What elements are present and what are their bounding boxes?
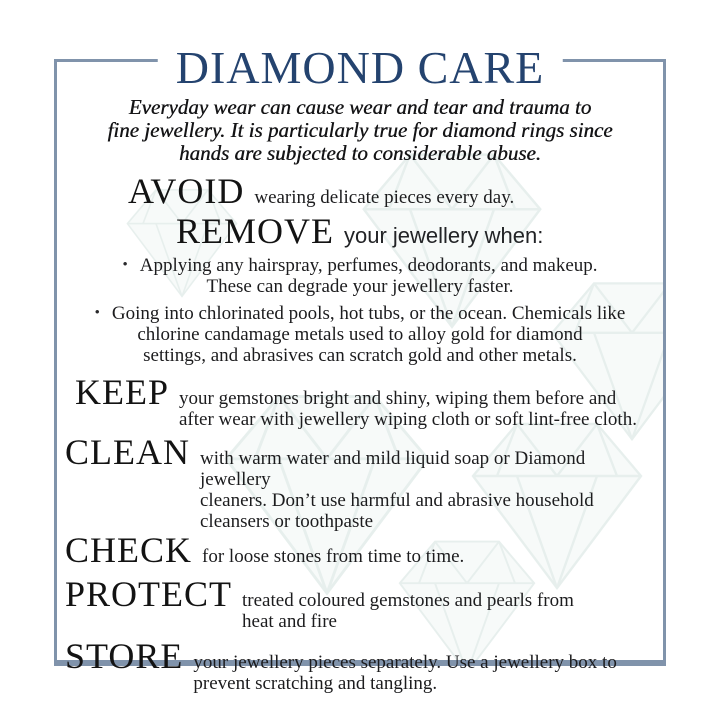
bullet-line: chlorine candamage metals used to alloy gold for diamond (137, 324, 583, 345)
list-item (65, 255, 655, 297)
section-keep (75, 374, 655, 430)
section-avoid (128, 173, 655, 209)
section-line: after wear with jewellery wiping cloth or soft lint-free cloth. (179, 409, 637, 430)
section-text (193, 652, 616, 694)
intro-line: hands are subjected to considerable abuse. (179, 141, 541, 165)
section-line: for loose stones from time to time. (202, 546, 465, 567)
section-heading-clean: CLEAN (65, 432, 190, 472)
section-text (254, 187, 514, 208)
section-heading-keep: KEEP (75, 372, 169, 412)
section-line: treated coloured gemstones and pearls from (242, 590, 574, 611)
list-item (65, 303, 655, 366)
section-text (242, 590, 574, 632)
bullet-line: Going into chlorinated pools, hot tubs, or the ocean. Chemicals like (111, 303, 626, 324)
section-line: heat and fire (242, 611, 337, 632)
section-text (179, 388, 637, 430)
section-clean (65, 434, 655, 532)
section-text (200, 448, 655, 532)
section-store (65, 638, 655, 694)
section-heading-avoid: AVOID (128, 171, 245, 211)
bullet-icon: • (122, 257, 128, 273)
section-line: your jewellery pieces separately. Use a jewellery box to (193, 652, 617, 673)
section-line: prevent scratching and tangling. (193, 673, 438, 694)
section-text (202, 546, 464, 567)
section-heading-remove: REMOVE (176, 211, 334, 251)
bullet-line: settings, and abrasives can scratch gold and other metals. (143, 345, 577, 366)
section-heading-check: CHECK (65, 530, 193, 570)
section-line: cleaners. Don’t use harmful and abrasive household (200, 490, 594, 511)
section-line: wearing delicate pieces every day. (254, 187, 515, 208)
section-line: your gemstones bright and shiny, wiping them before and (179, 388, 617, 409)
section-heading-store: STORE (65, 636, 184, 676)
bullet-icon: • (94, 305, 100, 321)
intro-line: Everyday wear can cause wear and tear and trauma to (128, 95, 592, 119)
section-line: cleansers or toothpaste (200, 511, 374, 532)
section-protect (65, 576, 655, 632)
poster-frame (54, 42, 666, 694)
intro-line: fine jewellery. It is particularly true for diamond rings since (107, 118, 613, 142)
poster-content (57, 62, 663, 694)
section-remove (176, 213, 655, 249)
section-line: with warm water and mild liquid soap or Diamond jewellery (200, 448, 586, 490)
section-text (344, 225, 543, 246)
section-heading-protect: PROTECT (65, 574, 233, 614)
intro-paragraph (65, 96, 655, 165)
page-title: DIAMOND CARE (158, 45, 563, 91)
section-line: your jewellery when: (344, 223, 544, 248)
bullet-line: Applying any hairspray, perfumes, deodorants, and makeup. (139, 255, 598, 276)
section-check (65, 532, 655, 568)
bullet-line: These can degrade your jewellery faster. (206, 276, 514, 297)
remove-bullet-list (65, 255, 655, 366)
